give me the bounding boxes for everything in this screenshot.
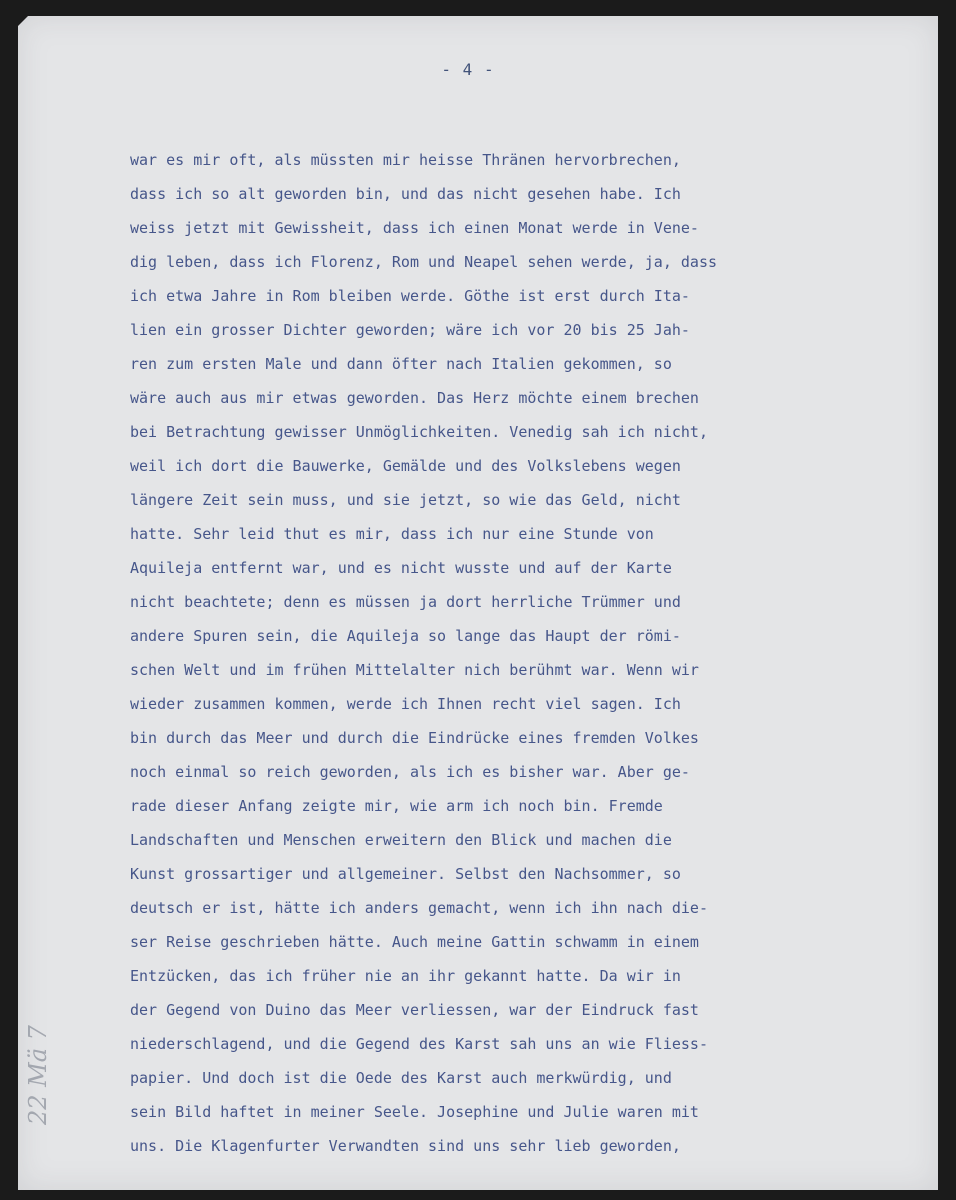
torn-corner (18, 16, 28, 26)
text-line: bei Betrachtung gewisser Unmöglichkeiten. Venedig sah ich nicht, (130, 423, 708, 441)
text-line: wäre auch aus mir etwas geworden. Das Herz möchte einem brechen (130, 389, 699, 407)
text-line: längere Zeit sein muss, und sie jetzt, so wie das Geld, nicht (130, 491, 681, 509)
page-number: - 4 - (441, 60, 495, 79)
text-line: dig leben, dass ich Florenz, Rom und Neapel sehen werde, ja, dass (130, 253, 717, 271)
text-line: Aquileja entfernt war, und es nicht wusste und auf der Karte (130, 559, 672, 577)
text-line: andere Spuren sein, die Aquileja so lange das Haupt der römi- (130, 627, 681, 645)
text-line: Kunst grossartiger und allgemeiner. Selbst den Nachsommer, so (130, 865, 681, 883)
text-line: wieder zusammen kommen, werde ich Ihnen recht viel sagen. Ich (130, 695, 681, 713)
text-line: niederschlagend, und die Gegend des Karst sah uns an wie Fliess- (130, 1035, 708, 1053)
text-line: der Gegend von Duino das Meer verliessen, war der Eindruck fast (130, 1001, 699, 1019)
text-line: nicht beachtete; denn es müssen ja dort herrliche Trümmer und (130, 593, 681, 611)
letter-body (130, 143, 870, 1163)
text-line: bin durch das Meer und durch die Eindrücke eines fremden Volkes (130, 729, 699, 747)
text-line: sein Bild haftet in meiner Seele. Josephine und Julie waren mit (130, 1103, 699, 1121)
text-line: Landschaften und Menschen erweitern den Blick und machen die (130, 831, 672, 849)
text-line: papier. Und doch ist die Oede des Karst auch merkwürdig, und (130, 1069, 672, 1087)
text-line: noch einmal so reich geworden, als ich es bisher war. Aber ge- (130, 763, 690, 781)
text-line: Entzücken, das ich früher nie an ihr gekannt hatte. Da wir in (130, 967, 681, 985)
text-line: rade dieser Anfang zeigte mir, wie arm ich noch bin. Fremde (130, 797, 663, 815)
text-line: deutsch er ist, hätte ich anders gemacht, wenn ich ihn nach die- (130, 899, 708, 917)
text-line: weil ich dort die Bauwerke, Gemälde und des Volkslebens wegen (130, 457, 681, 475)
text-line: ren zum ersten Male und dann öfter nach Italien gekommen, so (130, 355, 672, 373)
text-line: hatte. Sehr leid thut es mir, dass ich nur eine Stunde von (130, 525, 654, 543)
text-line: lien ein grosser Dichter geworden; wäre ich vor 20 bis 25 Jah- (130, 321, 690, 339)
text-line: ser Reise geschrieben hätte. Auch meine Gattin schwamm in einem (130, 933, 699, 951)
text-line: dass ich so alt geworden bin, und das nicht gesehen habe. Ich (130, 185, 681, 203)
text-line: weiss jetzt mit Gewissheit, dass ich einen Monat werde in Vene- (130, 219, 699, 237)
text-line: war es mir oft, als müssten mir heisse Thränen hervorbrechen, (130, 151, 681, 169)
text-line: ich etwa Jahre in Rom bleiben werde. Göthe ist erst durch Ita- (130, 287, 690, 305)
text-line: uns. Die Klagenfurter Verwandten sind uns sehr lieb geworden, (130, 1137, 681, 1155)
text-line: schen Welt und im frühen Mittelalter nich berühmt war. Wenn wir (130, 661, 699, 679)
handwritten-archive-mark: 22 Mä 7 (24, 1025, 52, 1125)
